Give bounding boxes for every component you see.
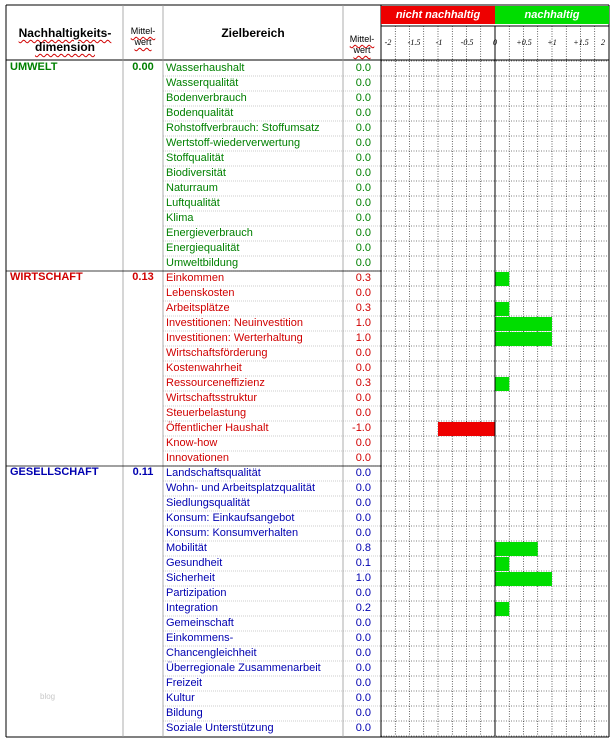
zielbereich-value: 0.0 (355, 227, 371, 239)
zielbereich-value: 0.0 (355, 182, 371, 194)
zielbereich-value: 0.0 (355, 242, 371, 254)
zielbereich-label: Stoffqualität (166, 152, 224, 164)
scale-tick: 0 (493, 38, 497, 47)
zielbereich-label: Einkommens- (166, 632, 234, 644)
zielbereich-label: Investitionen: Werterhaltung (166, 332, 303, 344)
zielbereich-label: Integration (166, 602, 218, 614)
zielbereich-value: 0.0 (355, 482, 371, 494)
dimension-mittelwert: 0.00 (132, 61, 154, 73)
dimension-mittelwert: 0.13 (132, 271, 154, 283)
zielbereich-label: Bildung (166, 707, 203, 719)
zielbereich-label: Naturraum (166, 182, 218, 194)
zielbereich-label: Arbeitsplätze (166, 302, 230, 314)
zielbereich-value: 0.0 (355, 137, 371, 149)
zielbereich-value: 0.8 (355, 542, 371, 554)
zielbereich-label: Wohn- und Arbeitsplatzqualität (166, 482, 315, 494)
zielbereich-value: 0.0 (355, 167, 371, 179)
zielbereich-label: Gesundheit (166, 557, 223, 569)
zielbereich-label: Wasserhaushalt (166, 62, 245, 74)
score-bar (495, 302, 509, 316)
watermark: blog (40, 692, 56, 701)
zielbereich-value: 0.0 (355, 122, 371, 134)
zielbereich-label: Chancengleichheit (166, 647, 257, 659)
zielbereich-value: 1.0 (355, 317, 371, 329)
score-bar (495, 602, 509, 616)
zielbereich-label: Soziale Unterstützung (166, 722, 274, 734)
zielbereich-label: Lebenskosten (166, 287, 235, 299)
zielbereich-label: Konsum: Einkaufsangebot (166, 512, 295, 524)
zielbereich-value: 0.0 (355, 437, 371, 449)
zielbereich-label: Steuerbelastung (166, 407, 247, 419)
zielbereich-label: Energiequalität (166, 242, 240, 254)
dimension-mittelwert: 0.11 (132, 466, 154, 478)
header-mittelwert-label: Mittel-wert (349, 34, 375, 55)
header-zielbereich-label: Zielbereich (221, 26, 285, 40)
zielbereich-label: Kultur (166, 692, 195, 704)
zielbereich-value: 0.0 (355, 587, 371, 599)
zielbereich-label: Rohstoffverbrauch: Stoffumsatz (166, 122, 320, 134)
score-bar (438, 422, 495, 436)
zielbereich-value: 0.0 (355, 392, 371, 404)
banner-sustainable-label: nachhaltig (524, 9, 580, 21)
zielbereich-label: Bodenverbrauch (166, 92, 247, 104)
scale-tick: -1 (435, 38, 443, 47)
zielbereich-value: 0.1 (355, 557, 371, 569)
score-bar (495, 557, 509, 571)
banner-not-sustainable (381, 6, 495, 24)
zielbereich-value: 0.0 (355, 92, 371, 104)
dimension-name: GESELLSCHAFT (10, 466, 99, 478)
scale-tick: -1.5 (407, 38, 421, 47)
zielbereich-value: 0.0 (355, 707, 371, 719)
header-dimension (8, 26, 122, 54)
zielbereich-label: Einkommen (166, 272, 225, 284)
zielbereich-label: Sicherheit (166, 572, 215, 584)
score-bar (495, 332, 552, 346)
zielbereich-value: 0.3 (355, 302, 371, 314)
zielbereich-label: Öffentlicher Haushalt (166, 422, 269, 434)
header-dimension-label: Nachhaltigkeits-dimension (18, 26, 112, 54)
zielbereich-value: 0.3 (355, 272, 371, 284)
zielbereich-value: 0.0 (355, 497, 371, 509)
zielbereich-value: 0.0 (355, 257, 371, 269)
header-mittelwert (344, 34, 380, 56)
zielbereich-value: 0.0 (355, 407, 371, 419)
zielbereich-label: Klima (166, 212, 194, 224)
zielbereich-label: Konsum: Konsumverhalten (166, 527, 299, 539)
banner-not-sustainable-label: nicht nachhaltig (395, 9, 481, 21)
zielbereich-label: Partizipation (166, 587, 227, 599)
banner-sustainable (495, 6, 609, 24)
scale-tick: -0.5 (460, 38, 474, 47)
zielbereich-value: 0.0 (355, 212, 371, 224)
score-bar (495, 572, 552, 586)
zielbereich-label: Mobilität (166, 542, 207, 554)
zielbereich-label: Landschaftsqualität (166, 467, 261, 479)
dimension-name: WIRTSCHAFT (10, 271, 83, 283)
zielbereich-value: 0.0 (355, 677, 371, 689)
zielbereich-label: Wirtschaftsstruktur (166, 392, 258, 404)
zielbereich-label: Energieverbrauch (166, 227, 253, 239)
zielbereich-label: Gemeinschaft (166, 617, 234, 629)
scale-tick: +1 (547, 38, 557, 47)
zielbereich-value: 0.0 (355, 197, 371, 209)
zielbereich-value: 0.0 (355, 662, 371, 674)
score-bar (495, 542, 538, 556)
zielbereich-label: Kostenwahrheit (166, 362, 242, 374)
zielbereich-label: Siedlungsqualität (166, 497, 250, 509)
zielbereich-label: Ressourceneffizienz (166, 377, 265, 389)
scale-tick: 2 (601, 38, 605, 47)
zielbereich-label: Innovationen (166, 452, 229, 464)
scale-tick: +1.5 (573, 38, 589, 47)
zielbereich-value: 0.0 (355, 452, 371, 464)
zielbereich-value: 1.0 (355, 332, 371, 344)
zielbereich-value: 1.0 (355, 572, 371, 584)
zielbereich-label: Wirtschaftsförderung (166, 347, 268, 359)
zielbereich-value: 0.0 (355, 107, 371, 119)
header-zielbereich (164, 26, 342, 40)
zielbereich-value: 0.0 (355, 287, 371, 299)
zielbereich-value: 0.0 (355, 647, 371, 659)
zielbereich-label: Investitionen: Neuinvestition (166, 317, 303, 329)
zielbereich-value: 0.0 (355, 152, 371, 164)
zielbereich-value: 0.0 (355, 722, 371, 734)
header-mittelwert-dimension (124, 26, 162, 48)
zielbereich-label: Wasserqualität (166, 77, 239, 89)
dimension-name: UMWELT (10, 61, 58, 73)
score-bar (495, 272, 509, 286)
zielbereich-label: Bodenqualität (166, 107, 234, 119)
scale-tick: -2 (384, 38, 392, 47)
zielbereich-label: Know-how (166, 437, 218, 449)
header-mittelwert-dimension-label: Mittel-wert (130, 26, 156, 47)
zielbereich-label: Biodiversität (166, 167, 226, 179)
zielbereich-value: 0.0 (355, 467, 371, 479)
zielbereich-label: Luftqualität (166, 197, 220, 209)
zielbereich-value: 0.0 (355, 617, 371, 629)
zielbereich-value: 0.0 (355, 62, 371, 74)
zielbereich-value: 0.0 (355, 347, 371, 359)
zielbereich-value: 0.3 (355, 377, 371, 389)
zielbereich-label: Umweltbildung (166, 257, 239, 269)
zielbereich-value: 0.0 (355, 692, 371, 704)
scale-tick: +0.5 (516, 38, 532, 47)
zielbereich-label: Freizeit (166, 677, 203, 689)
zielbereich-value: 0.0 (355, 362, 371, 374)
zielbereich-value: -1.0 (352, 422, 371, 434)
score-bar (495, 377, 509, 391)
zielbereich-value: 0.0 (355, 527, 371, 539)
zielbereich-label: Wertstoff-wiederverwertung (166, 137, 301, 149)
zielbereich-label: Überregionale Zusammenarbeit (166, 662, 321, 674)
zielbereich-value: 0.0 (355, 632, 371, 644)
zielbereich-value: 0.2 (355, 602, 371, 614)
score-bar (495, 317, 552, 331)
zielbereich-value: 0.0 (355, 512, 371, 524)
zielbereich-value: 0.0 (355, 77, 371, 89)
